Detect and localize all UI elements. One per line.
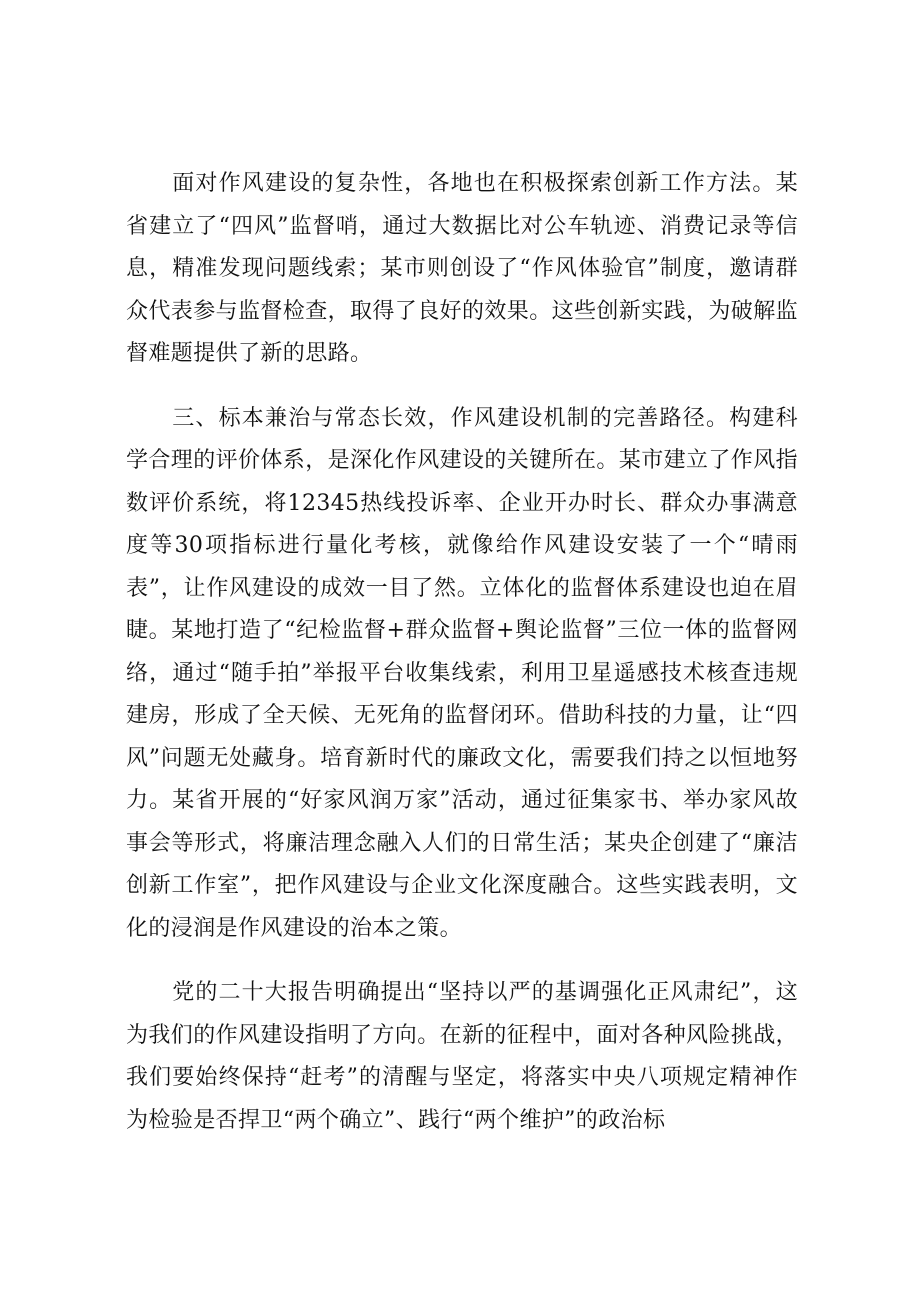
paragraph-innovation-practices: 面对作风建设的复杂性，各地也在积极探索创新工作方法。某省建立了“四风”监督哨，通过大数据比对公车轨迹、消费记录等信息，精准发现问题线索；某市则创设了“作风体验官”制度，邀请群众代表参与监督检查，取得了良好的效果。这些创新实践，为破解监督难题提供了新的思路。 <box>126 171 799 366</box>
document-body <box>126 163 798 1142</box>
paragraph-twentieth-congress: 党的二十大报告明确提出“坚持以严的基调强化正风肃纪”，这为我们的作风建设指明了方向。在新的征程中，面对各种风险挑战，我们要始终保持“赶考”的清醒与坚定，将落实中央八项规定精神作为检验是否捍卫“两个确立”、践行“两个维护”的政治标 <box>126 980 799 1133</box>
paragraph-mechanism-improvement: 三、标本兼治与常态长效，作风建设机制的完善路径。构建科学合理的评价体系，是深化作风建设的关键所在。某市建立了作风指数评价系统，将12345热线投诉率、企业开办时长、群众办事满意度等30项指标进行量化考核，就像给作风建设安装了一个“晴雨表”，让作风建设的成效一目了然。立体化的监督体系建设也迫在眉睫。某地打造了“纪检监督+群众监督+舆论监督”三位一体的监督网络，通过“随手拍”举报平台收集线索，利用卫星遥感技术核查违规建房，形成了全天候、无死角的监督闭环。借助科技的力量，让“四风”问题无处藏身。培育新时代的廉政文化，需要我们持之以恒地努力。某省开展的“好家风润万家”活动，通过征集家书、举办家风故事会等形式，将廉洁理念融入人们的日常生活；某央企创建了“廉洁创新工作室”，把作风建设与企业文化深度融合。这些实践表明，文化的浸润是作风建设的治本之策。 <box>126 405 799 941</box>
